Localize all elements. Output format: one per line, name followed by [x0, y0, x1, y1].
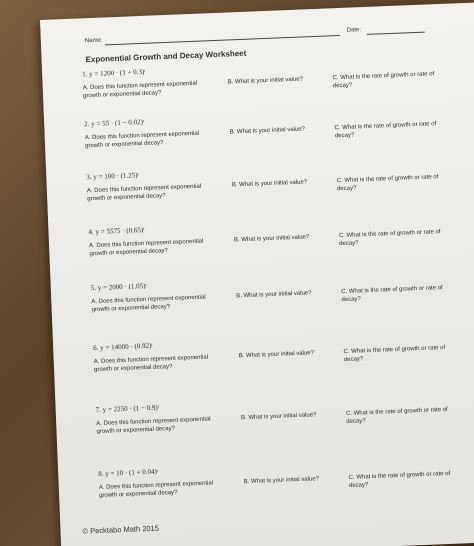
- name-blank-line: [105, 35, 340, 45]
- problem-equation: 3. y = 100 · (1.25)ᵗ: [86, 171, 139, 182]
- question-c: C. What is the rate of growth or rate of decay?: [334, 121, 437, 140]
- question-c: C. What is the rate of growth or rate of decay?: [332, 71, 435, 90]
- question-b: B. What is your initial value?: [227, 76, 304, 86]
- question-c: C. What is the rate of growth or rate of decay?: [338, 229, 441, 248]
- question-a: A. Does this function represent exponential growth or exponential decay?: [86, 183, 202, 203]
- problem-equation: 6. y = 14000 · (0.92)ᵗ: [93, 341, 153, 353]
- question-b: B. What is your initial value?: [231, 179, 308, 189]
- copyright-footer: © Pecktabo Math 2015: [82, 523, 160, 536]
- problem-5: [91, 270, 452, 324]
- question-a: A. Does this function represent exponential growth or exponential decay?: [96, 416, 211, 436]
- problem-equation: 4. y = 5575 · (0.65)ᵗ: [88, 225, 145, 237]
- question-a: A. Does this function represent exponential growth or exponential decay?: [93, 354, 209, 374]
- date-blank-line: [367, 32, 425, 35]
- question-b: B. What is your initial value?: [243, 476, 320, 486]
- problem-equation: 1. y = 1200 · (1 + 0.3)ᵗ: [82, 67, 146, 79]
- problem-8: [98, 456, 459, 510]
- problem-2: [84, 106, 445, 160]
- header-row: [85, 25, 425, 51]
- question-a: A. Does this function represent exponential growth or exponential decay?: [88, 238, 204, 258]
- question-b: B. What is your initial value?: [238, 350, 315, 360]
- question-b: B. What is your initial value?: [236, 290, 312, 300]
- question-a: A. Does this function represent exponential growth or exponential decay?: [98, 480, 214, 500]
- problem-equation: 8. y = 10 · (1 + 0.04)ᵗ: [98, 467, 159, 479]
- problem-4: [88, 214, 449, 268]
- question-c: C. What is the rate of growth or rate of decay?: [345, 406, 448, 426]
- worksheet-title: Exponential Growth and Decay Worksheet: [85, 48, 247, 65]
- question-c: C. What is the rate of growth or rate of decay?: [336, 174, 439, 193]
- question-a: A. Does this function represent exponential growth or exponential decay?: [84, 130, 200, 150]
- problem-7: [96, 392, 457, 446]
- question-b: B. What is your initial value?: [229, 126, 306, 136]
- question-a: A. Does this function represent exponential growth or exponential decay?: [82, 80, 198, 100]
- problem-equation: 7. y = 2250 · (1 − 0.9)ᵗ: [95, 403, 160, 415]
- date-label: Date:: [346, 27, 362, 34]
- problem-equation: 2. y = 55 · (1 − 0.02)ᵗ: [84, 117, 145, 129]
- question-a: A. Does this function represent exponential growth or exponential decay?: [91, 294, 206, 314]
- problem-3: [86, 159, 447, 213]
- worksheet-paper: [40, 2, 474, 546]
- question-b: B. What is your initial value?: [241, 412, 317, 422]
- problem-6: [93, 330, 454, 384]
- name-label: Name:: [84, 37, 103, 45]
- problem-equation: 5. y = 2000 · (1.05)ᵗ: [90, 281, 147, 293]
- question-b: B. What is your initial value?: [233, 234, 310, 244]
- problem-1: [82, 56, 443, 110]
- question-c: C. What is the rate of growth or rate of decay?: [341, 285, 443, 304]
- question-c: C. What is the rate of growth or rate of decay?: [343, 345, 446, 364]
- question-c: C. What is the rate of growth or rate of decay?: [348, 470, 451, 489]
